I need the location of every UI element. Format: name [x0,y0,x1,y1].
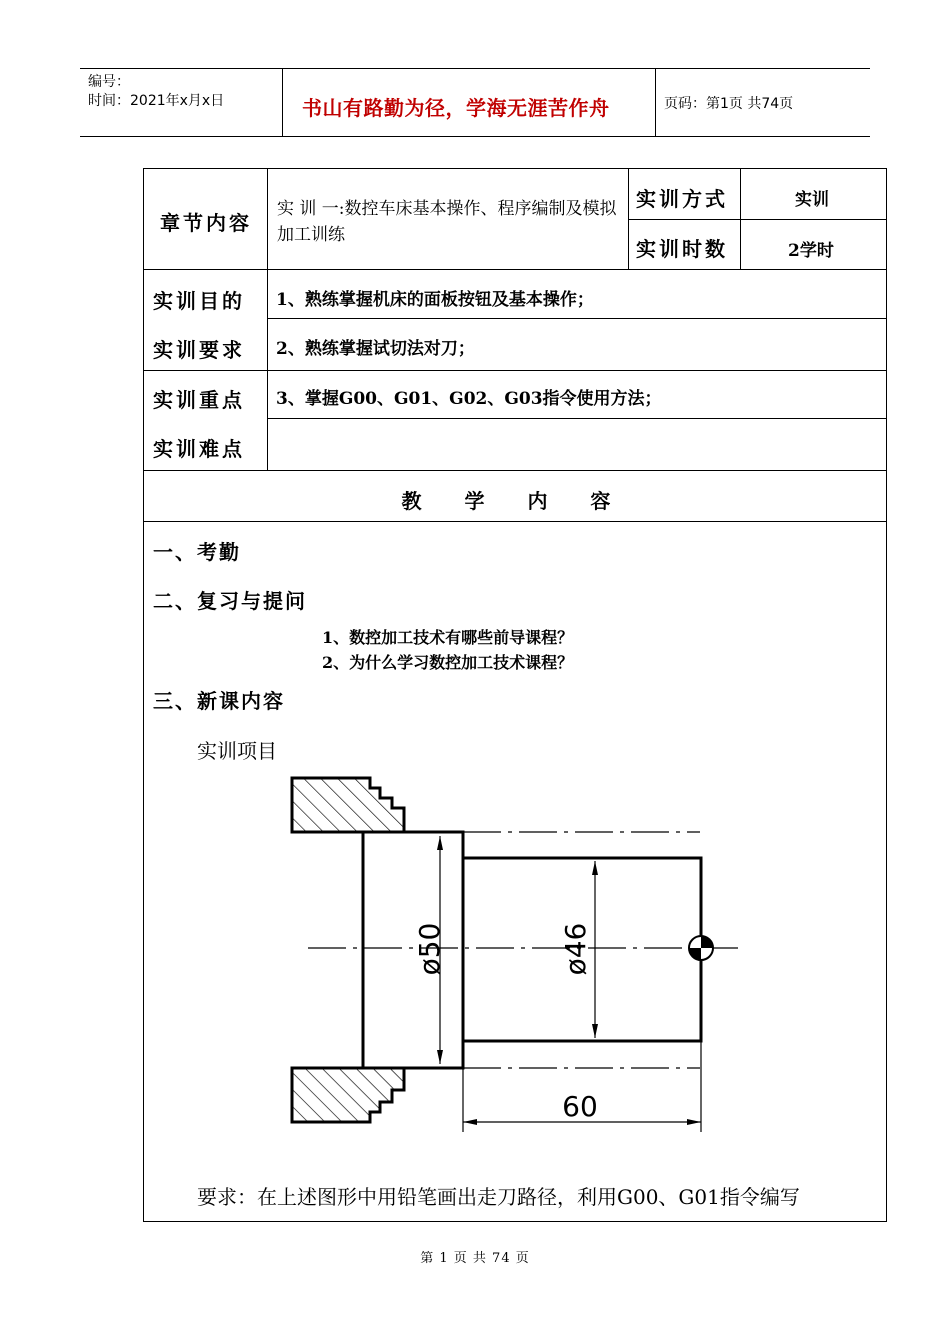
upper-chuck-jaw [292,778,404,832]
col-rule [628,168,629,269]
header-divider [655,68,656,136]
dim-d50-text: ø50 [413,922,446,976]
goal-item-2: 2、熟练掌握试切法对刀； [276,339,475,359]
mode-value: 实训 [795,190,829,210]
chapter-value: 实 训 一:数控车床基本操作、程序编制及模拟加工训练 [277,199,617,245]
row-rule [143,370,887,371]
row-rule [143,470,887,471]
requirement-text: 要求：在上述图形中用铅笔画出走刀路径，利用G00、G01指令编写 [197,1185,800,1209]
hours-label: 实训时数 [636,237,728,261]
lower-chuck-jaw [292,1068,404,1122]
time-label: 时间：2021年x月x日 [88,93,225,109]
review-question-2: 2、为什么学习数控加工技术课程？ [322,653,574,672]
dim-d46-text: ø46 [559,922,592,976]
requirement-label: 实训要求 [153,338,245,362]
review-question-1: 1、数控加工技术有哪些前导课程？ [322,628,574,647]
header-motto: 书山有路勤为径，学海无涯苦作舟 [302,96,610,120]
difficulty-label: 实训难点 [153,437,245,461]
row-rule [628,219,887,220]
col-rule [267,168,268,470]
mode-label: 实训方式 [636,187,728,211]
row-rule [267,318,887,319]
project-label: 实训项目 [197,739,277,763]
goal-item-1: 1、熟练掌握机床的面板按钮及基本操作； [276,290,594,310]
teaching-title: 教 学 内 容 [401,489,629,513]
row-rule [267,418,887,419]
header-bottom-rule [80,136,870,137]
row-rule [143,521,887,522]
dim-60-text: 60 [562,1090,598,1123]
header-top-rule [80,68,870,69]
section-new-content: 三、新课内容 [153,689,285,713]
page-footer: 第 1 页 共 74 页 [420,1251,530,1266]
goal-item-3: 3、掌握G00、G01、G02、G03指令使用方法； [276,389,662,409]
goal-label: 实训目的 [153,289,245,313]
row-rule [143,269,887,270]
chapter-label: 章节内容 [160,211,252,235]
col-rule [740,168,741,269]
part-drawing [250,765,780,1165]
key-label: 实训重点 [153,388,245,412]
serial-label: 编号： [88,74,130,90]
section-review: 二、复习与提问 [153,589,307,613]
section-attendance: 一、考勤 [153,540,241,564]
hours-value: 2学时 [788,241,834,261]
page-info: 页码：第1页 共74页 [664,96,794,112]
header-divider [282,68,283,136]
